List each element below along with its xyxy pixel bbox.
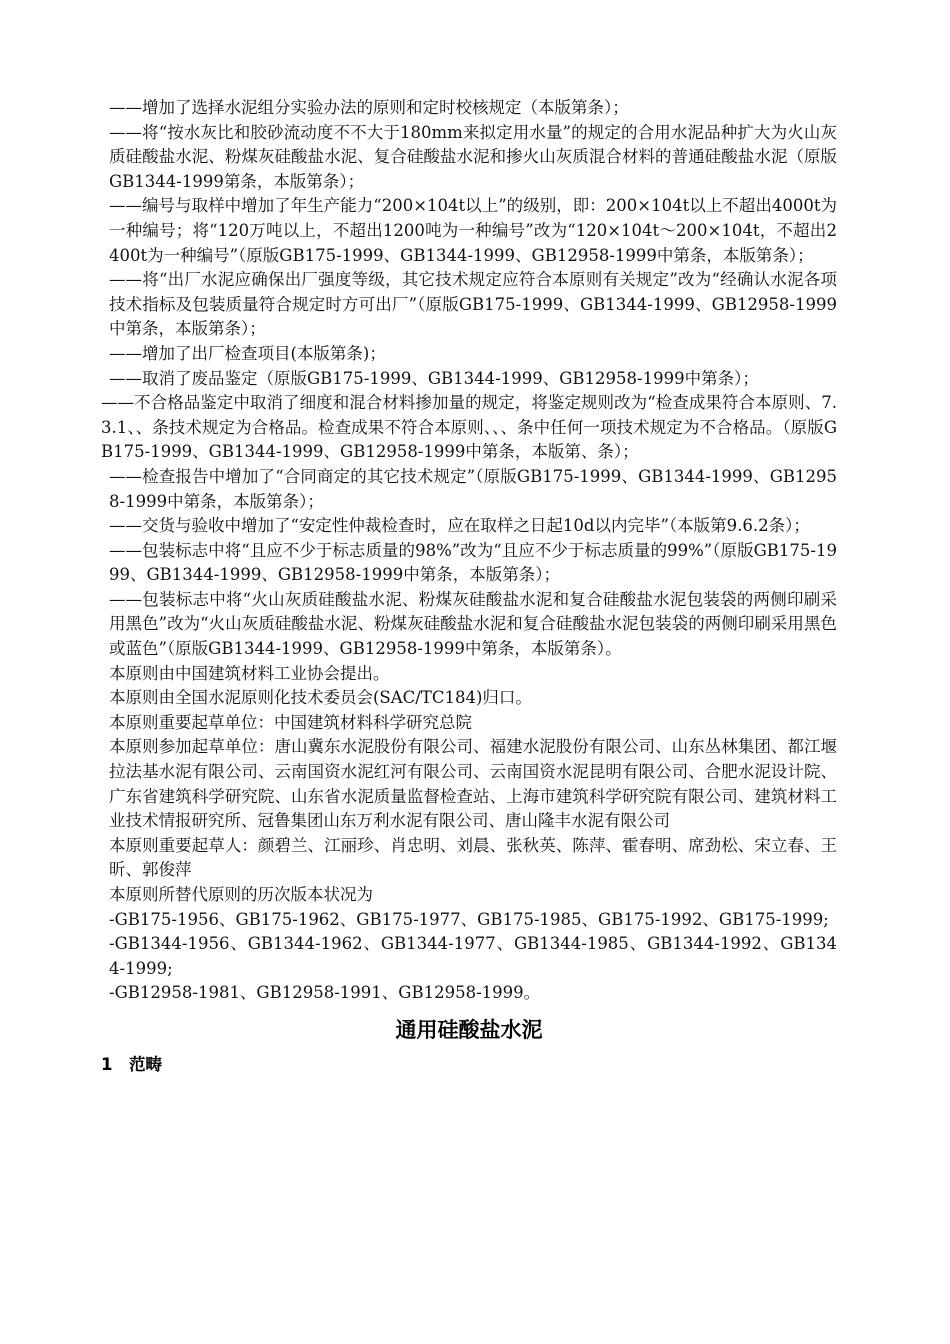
paragraph: -GB175-1956、GB175-1962、GB175-1977、GB175-1985、GB175-1992、GB175-1999; <box>109 909 829 929</box>
paragraph: ——增加了选择水泥组分实验办法的原则和定时校核规定（本版第条）； <box>109 98 629 117</box>
paragraph: -GB1344-1956、GB1344-1962、GB1344-1977、GB1344-1985、GB1344-1992、GB1344-1999; <box>109 934 837 978</box>
document-page <box>101 96 837 1078</box>
paragraph: ——交货与验收中增加了“安定性仲裁检查时，应在取样之日起10d以内完毕”（本版第9.6.2条）； <box>109 516 810 536</box>
paragraph: ——取消了废品鉴定（原版GB175-1999、GB1344-1999、GB12958-1999中第条）； <box>109 368 759 388</box>
paragraph: ——检查报告中增加了“合同商定的其它技术规定”（原版GB175-1999、GB1344-1999、GB12958-1999中第条，本版第条）； <box>109 466 837 511</box>
section-heading <box>101 1052 837 1078</box>
paragraph: 本原则所替代原则的历次版本状况为 <box>109 885 373 904</box>
section-number: 1 <box>101 1054 113 1074</box>
paragraph: ——包装标志中将“火山灰质硅酸盐水泥、粉煤灰硅酸盐水泥和复合硅酸盐水泥包装袋的两侧印刷采用黑色”改为“火山灰质硅酸盐水泥、粉煤灰硅酸盐水泥和复合硅酸盐水泥包装袋的两侧印刷采用黑色或蓝色”（原版GB1344-1999、GB12958-1999中第条，本版第条）。 <box>109 589 837 659</box>
section-title: 范畴 <box>129 1054 162 1074</box>
paragraph: ——增加了出厂检查项目(本版第条)； <box>109 343 386 363</box>
paragraph: 本原则由全国水泥原则化技术委员会(SAC/TC184)归口。 <box>109 688 532 708</box>
paragraph: 本原则由中国建筑材料工业协会提出。 <box>109 663 390 683</box>
paragraph: ——将“按水灰比和胶砂流动度不不大于180mm来拟定用水量”的规定的合用水泥品种扩大为火山灰质硅酸盐水泥、粉煤灰硅酸盐水泥、复合硅酸盐水泥和掺火山灰质混合材料的普通硅酸盐水泥（原版GB1344-1999第条，本版第条）； <box>109 122 837 191</box>
paragraph: ——将“出厂水泥应确保出厂强度等级，其它技术规定应符合本原则有关规定”改为“经确认水泥各项技术指标及包装质量符合规定时方可出厂”（原版GB175-1999、GB1344-1999、GB12958-1999中第条，本版第条）； <box>109 270 837 339</box>
paragraph: ——包装标志中将“且应不少于标志质量的98%”改为“且应不少于标志质量的99%”（原版GB175-1999、GB1344-1999、GB12958-1999中第条，本版第条）； <box>109 540 837 585</box>
paragraph: 本原则参加起草单位：唐山冀东水泥股份有限公司、福建水泥股份有限公司、山东丛林集团、都江堰拉法基水泥有限公司、云南国资水泥红河有限公司、云南国资水泥昆明有限公司、合肥水泥设计院、广东省建筑科学研究院、山东省水泥质量监督检查站、上海市建筑科学研究院有限公司、建筑材料工业技术情报研究所、冠鲁集团山东万利水泥有限公司、唐山隆丰水泥有限公司 <box>109 737 837 831</box>
paragraph: 本原则重要起草人：颜碧兰、江丽珍、肖忠明、刘晨、张秋英、陈萍、霍春明、席劲松、宋立春、王昕、郭俊萍 <box>109 835 837 880</box>
paragraph: ——编号与取样中增加了年生产能力“200×104t以上”的级别，即：200×104t以上不超出4000t为一种编号；将“120万吨以上，不超出1200吨为一种编号”改为“120×104t～200×104t，不超出2400t为一种编号”（原版GB175-1999、GB1344-1999、GB12958-1999中第条，本版第条）； <box>109 196 837 265</box>
paragraph: 本原则重要起草单位：中国建筑材料科学研究总院 <box>109 712 472 732</box>
paragraph: -GB12958-1981、GB12958-1991、GB12958-1999。 <box>109 983 541 1003</box>
paragraph: ——不合格品鉴定中取消了细度和混合材料掺加量的规定，将鉴定规则改为“检查成果符合本原则、7.3.1、、条技术规定为合格品。检查成果不符合本原则、、、条中任何一项技术规定为不合格品。（原版GB175-1999、GB1344-1999、GB12958-1999中第条，本版第、条）； <box>101 393 837 462</box>
document-title: 通用硅酸盐水泥 <box>395 1017 543 1042</box>
